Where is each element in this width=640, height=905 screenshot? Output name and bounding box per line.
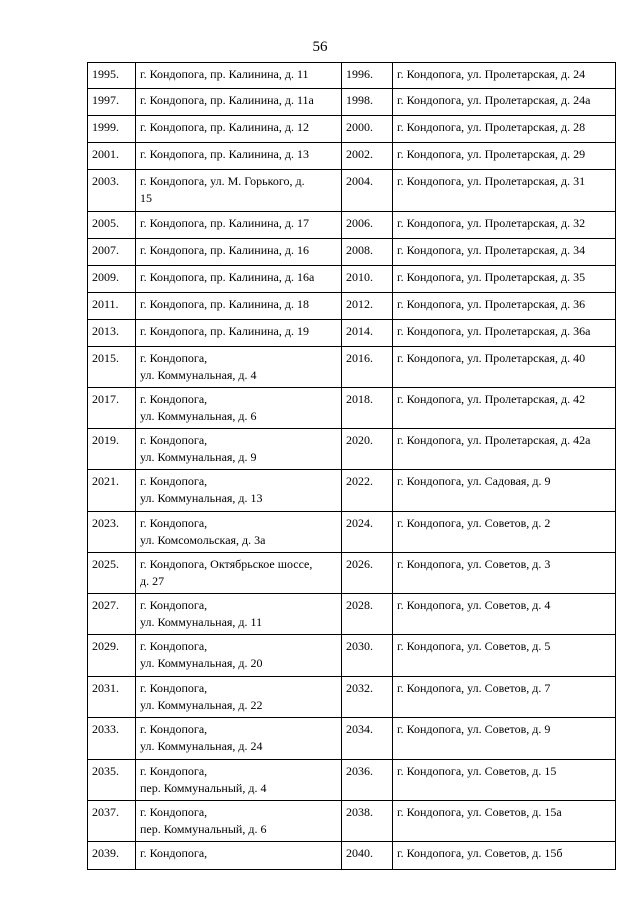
entry-number: 2014.	[342, 320, 393, 347]
entry-address: г. Кондопога, ул. Советов, д. 5	[393, 635, 616, 677]
entry-number: 2034.	[342, 718, 393, 760]
entry-address: г. Кондопога, пер. Коммунальный, д. 6	[136, 801, 342, 842]
table-row	[88, 143, 616, 170]
entry-address: г. Кондопога, пр. Калинина, д. 17	[136, 212, 342, 239]
entry-number: 2027.	[88, 594, 136, 635]
entry-number: 2015.	[88, 347, 136, 388]
entry-address: г. Кондопога, ул. Коммунальная, д. 22	[136, 677, 342, 718]
entry-address: г. Кондопога,	[136, 842, 342, 870]
entry-number: 2000.	[342, 116, 393, 143]
entry-number: 2012.	[342, 293, 393, 320]
table-row	[88, 116, 616, 143]
table-row	[88, 89, 616, 116]
entry-number: 2035.	[88, 760, 136, 801]
entry-address: г. Кондопога, пер. Коммунальный, д. 4	[136, 760, 342, 801]
entry-address: г. Кондопога, ул. Советов, д. 15	[393, 760, 616, 801]
entry-address: г. Кондопога, ул. Советов, д. 15б	[393, 842, 616, 870]
table-row	[88, 429, 616, 470]
entry-address: г. Кондопога, пр. Калинина, д. 13	[136, 143, 342, 170]
table-row	[88, 760, 616, 801]
entry-address: г. Кондопога, ул. Пролетарская, д. 36а	[393, 320, 616, 347]
entry-address: г. Кондопога, ул. Коммунальная, д. 11	[136, 594, 342, 635]
entry-number: 2039.	[88, 842, 136, 870]
entry-number: 2017.	[88, 388, 136, 429]
entry-address: г. Кондопога, ул. Пролетарская, д. 24а	[393, 89, 616, 116]
entry-number: 2011.	[88, 293, 136, 320]
page-number: 56	[312, 39, 328, 55]
entry-number: 2025.	[88, 553, 136, 594]
table-row	[88, 512, 616, 553]
entry-address: г. Кондопога, ул. Пролетарская, д. 24	[393, 63, 616, 89]
entry-address: г. Кондопога, пр. Калинина, д. 19	[136, 320, 342, 347]
entry-number: 2036.	[342, 760, 393, 801]
entry-address: г. Кондопога, ул. Коммунальная, д. 13	[136, 470, 342, 512]
entry-address: г. Кондопога, ул. Пролетарская, д. 35	[393, 266, 616, 293]
entry-address: г. Кондопога, ул. Пролетарская, д. 29	[393, 143, 616, 170]
entry-number: 1999.	[88, 116, 136, 143]
entry-address: г. Кондопога, ул. Коммунальная, д. 20	[136, 635, 342, 677]
entry-address: г. Кондопога, пр. Калинина, д. 18	[136, 293, 342, 320]
entry-address: г. Кондопога, ул. Советов, д. 4	[393, 594, 616, 635]
entry-address: г. Кондопога, ул. Пролетарская, д. 32	[393, 212, 616, 239]
entry-address: г. Кондопога, пр. Калинина, д. 11а	[136, 89, 342, 116]
address-table	[87, 62, 616, 870]
table-row	[88, 635, 616, 677]
table-row	[88, 212, 616, 239]
table-row	[88, 266, 616, 293]
entry-number: 2030.	[342, 635, 393, 677]
entry-address: г. Кондопога, ул. Советов, д. 15а	[393, 801, 616, 842]
entry-address: г. Кондопога, ул. Пролетарская, д. 40	[393, 347, 616, 388]
entry-number: 2040.	[342, 842, 393, 870]
entry-number: 2006.	[342, 212, 393, 239]
entry-address: г. Кондопога, ул. Коммунальная, д. 9	[136, 429, 342, 470]
entry-number: 2004.	[342, 170, 393, 212]
entry-address: г. Кондопога, ул. Пролетарская, д. 28	[393, 116, 616, 143]
table-row	[88, 320, 616, 347]
entry-number: 2001.	[88, 143, 136, 170]
entry-number: 2031.	[88, 677, 136, 718]
table-row	[88, 347, 616, 388]
entry-address: г. Кондопога, пр. Калинина, д. 16а	[136, 266, 342, 293]
entry-address: г. Кондопога, ул. Советов, д. 2	[393, 512, 616, 553]
table-row	[88, 239, 616, 266]
entry-address: г. Кондопога, ул. Коммунальная, д. 24	[136, 718, 342, 760]
entry-address: г. Кондопога, Октябрьское шоссе, д. 27	[136, 553, 342, 594]
entry-number: 2002.	[342, 143, 393, 170]
entry-address: г. Кондопога, пр. Калинина, д. 11	[136, 63, 342, 89]
entry-address: г. Кондопога, ул. Пролетарская, д. 31	[393, 170, 616, 212]
entry-number: 2032.	[342, 677, 393, 718]
entry-number: 1996.	[342, 63, 393, 89]
entry-number: 2026.	[342, 553, 393, 594]
entry-number: 2037.	[88, 801, 136, 842]
entry-number: 1997.	[88, 89, 136, 116]
entry-address: г. Кондопога, ул. Коммунальная, д. 6	[136, 388, 342, 429]
entry-number: 2021.	[88, 470, 136, 512]
entry-number: 2010.	[342, 266, 393, 293]
entry-number: 2008.	[342, 239, 393, 266]
table-row	[88, 594, 616, 635]
entry-address: г. Кондопога, пр. Калинина, д. 12	[136, 116, 342, 143]
entry-number: 2019.	[88, 429, 136, 470]
entry-address: г. Кондопога, ул. Советов, д. 3	[393, 553, 616, 594]
entry-number: 2003.	[88, 170, 136, 212]
entry-address: г. Кондопога, пр. Калинина, д. 16	[136, 239, 342, 266]
address-table-body	[88, 63, 616, 870]
entry-number: 2013.	[88, 320, 136, 347]
table-row	[88, 553, 616, 594]
entry-address: г. Кондопога, ул. Садовая, д. 9	[393, 470, 616, 512]
entry-number: 2020.	[342, 429, 393, 470]
entry-number: 2024.	[342, 512, 393, 553]
table-row	[88, 842, 616, 870]
entry-address: г. Кондопога, ул. Комсомольская, д. 3а	[136, 512, 342, 553]
entry-number: 2005.	[88, 212, 136, 239]
entry-number: 2009.	[88, 266, 136, 293]
entry-address: г. Кондопога, ул. Пролетарская, д. 36	[393, 293, 616, 320]
entry-number: 2029.	[88, 635, 136, 677]
entry-address: г. Кондопога, ул. Советов, д. 9	[393, 718, 616, 760]
table-row	[88, 801, 616, 842]
entry-number: 2022.	[342, 470, 393, 512]
table-row	[88, 388, 616, 429]
table-row	[88, 170, 616, 212]
table-row	[88, 470, 616, 512]
entry-address: г. Кондопога, ул. М. Горького, д. 15	[136, 170, 342, 212]
entry-address: г. Кондопога, ул. Пролетарская, д. 42а	[393, 429, 616, 470]
table-row	[88, 677, 616, 718]
entry-number: 1995.	[88, 63, 136, 89]
entry-number: 2033.	[88, 718, 136, 760]
entry-number: 2018.	[342, 388, 393, 429]
table-row	[88, 293, 616, 320]
table-row	[88, 718, 616, 760]
entry-address: г. Кондопога, ул. Пролетарская, д. 34	[393, 239, 616, 266]
entry-address: г. Кондопога, ул. Пролетарская, д. 42	[393, 388, 616, 429]
entry-number: 2016.	[342, 347, 393, 388]
entry-number: 2038.	[342, 801, 393, 842]
table-row	[88, 63, 616, 89]
entry-number: 2028.	[342, 594, 393, 635]
entry-number: 2023.	[88, 512, 136, 553]
entry-address: г. Кондопога, ул. Советов, д. 7	[393, 677, 616, 718]
entry-address: г. Кондопога, ул. Коммунальная, д. 4	[136, 347, 342, 388]
entry-number: 2007.	[88, 239, 136, 266]
entry-number: 1998.	[342, 89, 393, 116]
